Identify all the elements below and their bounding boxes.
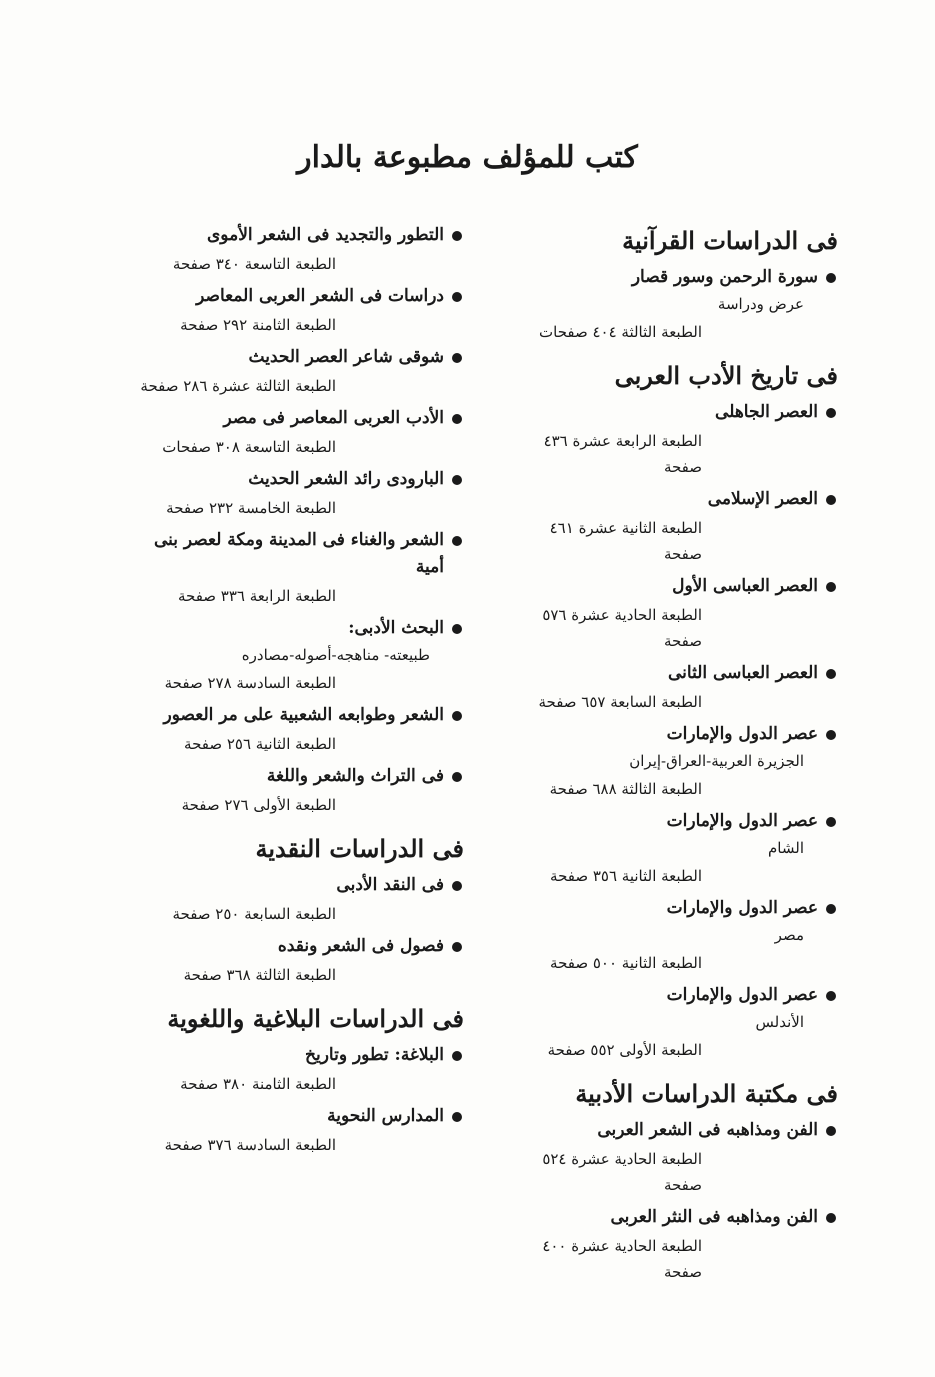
section [508,1079,838,1297]
book-edition: الطبعة الثانية عشرة ٤٦١ صفحة [549,519,702,563]
book-title: دراسات فى الشعر العربى المعاصر [138,283,464,310]
section [508,361,838,1075]
book-edition: الطبعة التاسعة ٣٠٨ صفحات [162,438,336,456]
book-title: البلاغة: تطور وتاريخ [138,1042,464,1069]
book-title: الفن ومذاهبه فى النثر العربى [508,1204,838,1231]
book-title: عصر الدول والإمارات [508,982,838,1009]
book-edition: الطبعة الثانية ٣٥٦ صفحة [550,867,702,885]
book-edition: الطبعة الثامنة ٣٨٠ صفحة [180,1075,336,1093]
book-edition: الطبعة الحادية عشرة ٤٠٠ صفحة [542,1237,702,1281]
book-edition: الطبعة التاسعة ٣٤٠ صفحة [172,255,336,273]
book-edition: الطبعة الحادية عشرة ٥٧٦ صفحة [542,606,702,650]
book-entry [508,721,838,802]
book-title: فى التراث والشعر واللغة [138,763,464,790]
book-title: البحث الأدبى: [138,615,464,642]
book-entry [138,283,464,338]
section-heading: فى الدراسات القرآنية [622,226,838,255]
book-title: العصر العباسى الثانى [508,660,838,687]
book-edition: الطبعة السابعة ٢٥٠ صفحة [172,905,336,923]
book-edition: الطبعة الخامسة ٢٣٢ صفحة [166,499,336,517]
book-title: الشعر وطوابعه الشعبية على مر العصور [138,702,464,729]
book-title: عصر الدول والإمارات [508,895,838,922]
book-title: الشعر والغناء فى المدينة ومكة لعصر بنى أمية [138,527,464,581]
section [138,1004,464,1170]
book-subtitle: الأندلس [755,1013,804,1031]
book-edition: الطبعة الثانية ٢٥٦ صفحة [184,735,336,753]
book-title: سورة الرحمن وسور قصار [508,264,838,291]
section-heading: فى الدراسات البلاغية واللغوية [167,1004,464,1033]
book-entry [138,344,464,399]
book-title: فى النقد الأدبى [138,872,464,899]
book-edition: الطبعة السادسة ٢٧٨ صفحة [164,674,336,692]
book-title: شوقى شاعر العصر الحديث [138,344,464,371]
book-title: العصر العباسى الأول [508,573,838,600]
book-entry [138,527,464,609]
book-title: العصر الجاهلى [508,399,838,426]
book-title: الأدب العربى المعاصر فى مصر [138,405,464,432]
book-entry [138,1042,464,1097]
book-entry [138,1103,464,1158]
book-edition: الطبعة الثامنة ٢٩٢ صفحة [180,316,336,334]
book-entry [138,222,464,277]
section-heading: فى مكتبة الدراسات الأدبية [575,1079,838,1108]
book-edition: الطبعة السابعة ٦٥٧ صفحة [538,693,702,711]
section [138,222,464,830]
book-entry [508,1204,838,1285]
section [138,834,464,1000]
section [508,226,838,357]
book-entry [138,872,464,927]
book-entry [508,660,838,715]
book-entry [508,895,838,976]
book-entry [508,982,838,1063]
book-edition: الطبعة الرابعة عشرة ٤٣٦ صفحة [543,432,702,476]
book-entry [508,399,838,480]
book-entry [508,573,838,654]
book-entry [138,933,464,988]
book-edition: الطبعة الثالثة ٣٦٨ صفحة [183,966,336,984]
book-entry [138,615,464,696]
book-edition: الطبعة الحادية عشرة ٥٢٤ صفحة [542,1150,702,1194]
book-entry [508,486,838,567]
book-subtitle: الجزيرة العربية-العراق-إيران [629,752,804,770]
book-title: المدارس النحوية [138,1103,464,1130]
book-title: التطور والتجديد فى الشعر الأموى [138,222,464,249]
book-subtitle: الشام [768,839,804,857]
book-edition: الطبعة الأولى ٢٧٦ صفحة [181,796,336,814]
book-edition: الطبعة الثالثة ٦٨٨ صفحة [549,780,702,798]
book-entry [138,466,464,521]
book-title: فصول فى الشعر ونقده [138,933,464,960]
book-edition: الطبعة الثالثة عشرة ٢٨٦ صفحة [140,377,336,395]
book-edition: الطبعة الثانية ٥٠٠ صفحة [550,954,702,972]
right-column [508,222,838,1297]
book-entry [508,264,838,345]
book-edition: الطبعة السادسة ٣٧٦ صفحة [164,1136,336,1154]
book-subtitle: عرض ودراسة [717,295,804,313]
book-title: عصر الدول والإمارات [508,808,838,835]
book-edition: الطبعة الثالثة ٤٠٤ صفحات [539,323,702,341]
section-heading: فى تاريخ الأدب العربى [614,361,838,390]
book-entry [508,808,838,889]
book-title: البارودى رائد الشعر الحديث [138,466,464,493]
book-title: الفن ومذاهبه فى الشعر العربى [508,1117,838,1144]
book-edition: الطبعة الرابعة ٣٣٦ صفحة [177,587,336,605]
book-subtitle: مصر [774,926,804,944]
book-edition: الطبعة الأولى ٥٥٢ صفحة [547,1041,702,1059]
book-title: العصر الإسلامى [508,486,838,513]
book-title: عصر الدول والإمارات [508,721,838,748]
page-title: كتب للمؤلف مطبوعة بالدار [297,140,638,175]
book-entry [508,1117,838,1198]
book-entry [138,405,464,460]
left-column [138,222,464,1170]
book-entry [138,763,464,818]
book-subtitle: طبيعته- مناهجه-أصوله-مصادره [241,646,430,664]
section-heading: فى الدراسات النقدية [255,834,464,863]
book-entry [138,702,464,757]
